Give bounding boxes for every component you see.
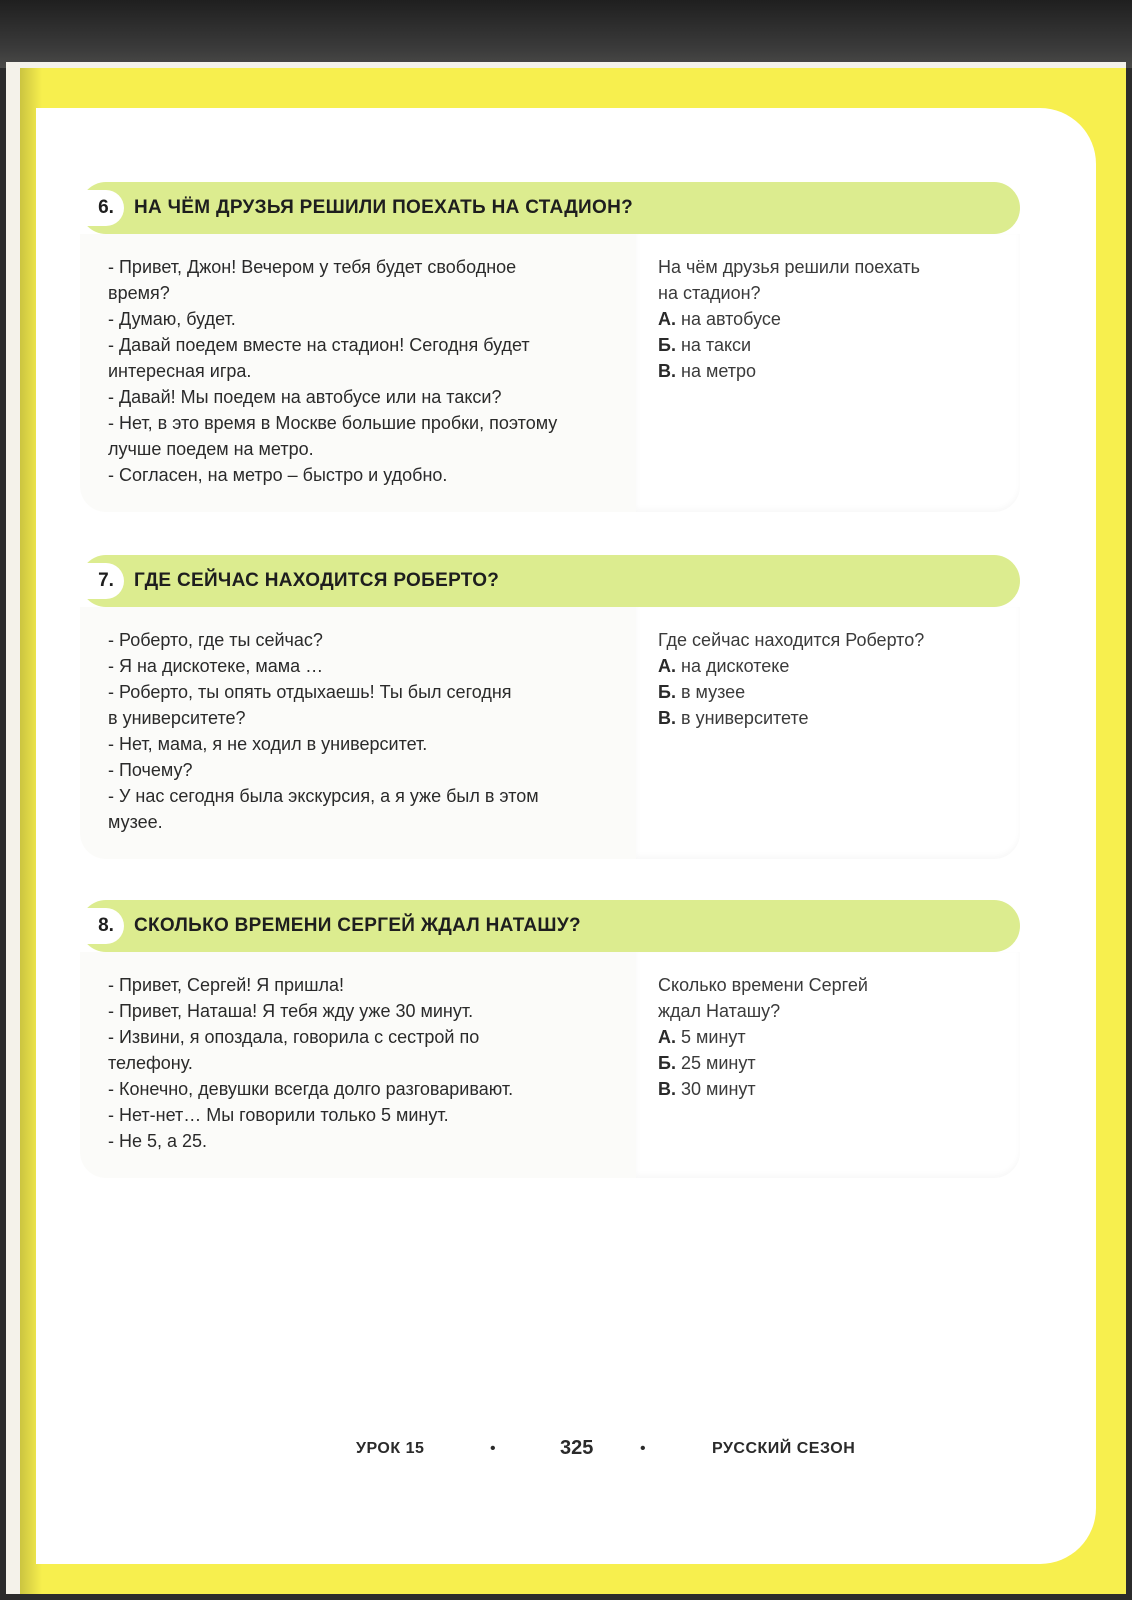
answer-option-a[interactable]	[658, 653, 1000, 679]
question-text: Где сейчас находится Роберто?	[658, 630, 925, 650]
dialog-line: телефону.	[108, 1053, 193, 1073]
dialog-line: время?	[108, 283, 170, 303]
dialog-line: - Нет, в это время в Москве большие пробки, поэтому	[108, 413, 558, 433]
option-letter: Б.	[658, 1053, 676, 1073]
option-text: в университете	[676, 708, 809, 728]
section-header	[80, 182, 1020, 234]
section-title: НА ЧЁМ ДРУЗЬЯ РЕШИЛИ ПОЕХАТЬ НА СТАДИОН?	[134, 197, 633, 218]
option-letter: В.	[658, 708, 676, 728]
section-body	[80, 234, 1020, 512]
exercise-section-8	[80, 900, 1020, 1178]
dialog-line: - Не 5, а 25.	[108, 1131, 208, 1151]
option-text: на такси	[675, 335, 752, 355]
dialog-line: музее.	[108, 812, 163, 832]
dialog-line: - Я на дискотеке, мама …	[108, 656, 324, 676]
dialog-line: - Конечно, девушки всегда долго разговаривают.	[108, 1079, 514, 1099]
option-letter: В.	[658, 361, 676, 381]
dialog-line: - У нас сегодня была экскурсия, а я уже был в этом	[108, 786, 539, 806]
option-text: 30 минут	[676, 1079, 756, 1099]
option-text: 5 минут	[676, 1027, 746, 1047]
exercise-section-6	[80, 182, 1020, 512]
option-text: 25 минут	[675, 1053, 756, 1073]
option-text: в музее	[675, 682, 746, 702]
scan-border-top	[0, 0, 1132, 68]
page-footer	[0, 1437, 1132, 1470]
section-title: СКОЛЬКО ВРЕМЕНИ СЕРГЕЙ ЖДАЛ НАТАШУ?	[134, 915, 581, 936]
answer-option-a[interactable]	[658, 306, 1000, 332]
question-box	[636, 234, 1020, 512]
dialog-line: - Согласен, на метро – быстро и удобно.	[108, 465, 448, 485]
answer-option-a[interactable]	[658, 1024, 1000, 1050]
question-box	[636, 952, 1020, 1178]
option-letter: Б.	[658, 682, 676, 702]
dialog-line: - Привет, Сергей! Я пришла!	[108, 975, 345, 995]
option-text: на дискотеке	[676, 656, 790, 676]
option-letter: В.	[658, 1079, 676, 1099]
dialog-line: - Привет, Джон! Вечером у тебя будет свободное	[108, 257, 517, 277]
section-title: ГДЕ СЕЙЧАС НАХОДИТСЯ РОБЕРТО?	[134, 570, 500, 591]
question-text: на стадион?	[658, 283, 761, 303]
section-number: 8.	[80, 908, 124, 944]
section-header	[80, 555, 1020, 607]
option-text: на метро	[676, 361, 757, 381]
dialog-line: - Нет-нет… Мы говорили только 5 минут.	[108, 1105, 449, 1125]
dialog-line: интересная игра.	[108, 361, 252, 381]
section-header	[80, 900, 1020, 952]
option-letter: А.	[658, 656, 676, 676]
section-body	[80, 952, 1020, 1178]
dialog-line: в университете?	[108, 708, 246, 728]
answer-option-c[interactable]	[658, 358, 1000, 384]
dialog-line: - Почему?	[108, 760, 193, 780]
page-number: 325	[560, 1437, 594, 1459]
dialog-line: - Роберто, где ты сейчас?	[108, 630, 323, 650]
question-text: ждал Наташу?	[658, 1001, 781, 1021]
section-number: 6.	[80, 190, 124, 226]
answer-option-b[interactable]	[658, 1050, 1000, 1076]
question-box	[636, 607, 1020, 859]
footer-separator: •	[640, 1440, 646, 1457]
dialog-line: - Нет, мама, я не ходил в университет.	[108, 734, 428, 754]
dialog-line: - Давай поедем вместе на стадион! Сегодня будет	[108, 335, 530, 355]
answer-option-b[interactable]	[658, 332, 1000, 358]
option-letter: А.	[658, 309, 676, 329]
dialog-line: - Думаю, будет.	[108, 309, 236, 329]
dialog-line: - Роберто, ты опять отдыхаешь! Ты был сегодня	[108, 682, 512, 702]
option-text: на автобусе	[676, 309, 781, 329]
option-letter: Б.	[658, 335, 676, 355]
answer-option-c[interactable]	[658, 1076, 1000, 1102]
dialog-line: - Извини, я опоздала, говорила с сестрой по	[108, 1027, 480, 1047]
answer-option-b[interactable]	[658, 679, 1000, 705]
section-body	[80, 607, 1020, 859]
question-text: Сколько времени Сергей	[658, 975, 868, 995]
dialog-box	[80, 234, 636, 512]
section-number: 7.	[80, 563, 124, 599]
footer-lesson: УРОК 15	[356, 1440, 425, 1457]
dialog-line: - Привет, Наташа! Я тебя жду уже 30 минут.	[108, 1001, 474, 1021]
answer-option-c[interactable]	[658, 705, 1000, 731]
question-text: На чём друзья решили поехать	[658, 257, 920, 277]
footer-separator: •	[490, 1440, 496, 1457]
option-letter: А.	[658, 1027, 676, 1047]
dialog-line: лучше поедем на метро.	[108, 439, 314, 459]
dialog-box	[80, 607, 636, 859]
dialog-box	[80, 952, 636, 1178]
dialog-line: - Давай! Мы поедем на автобусе или на такси?	[108, 387, 502, 407]
exercise-section-7	[80, 555, 1020, 859]
footer-book-title: РУССКИЙ СЕЗОН	[712, 1440, 856, 1457]
